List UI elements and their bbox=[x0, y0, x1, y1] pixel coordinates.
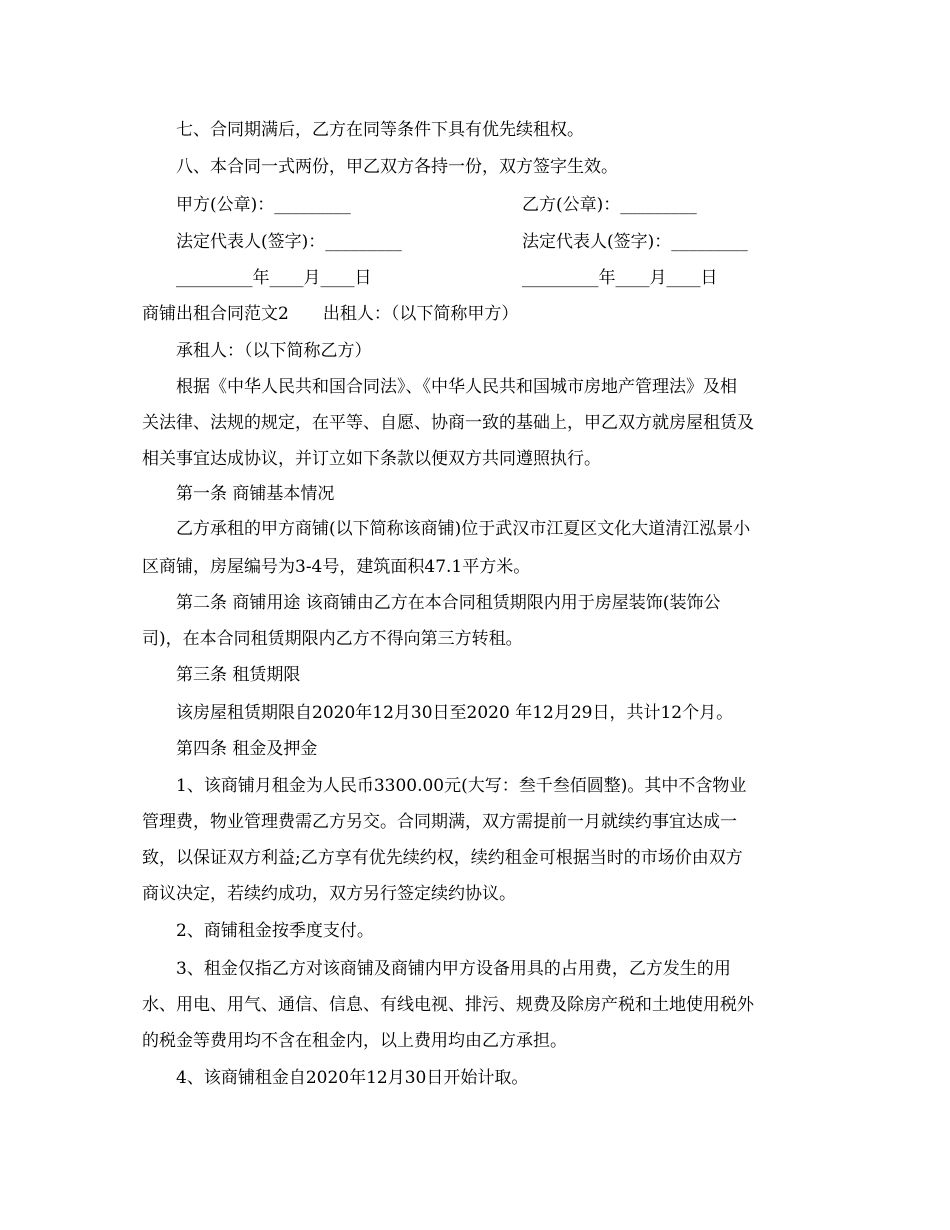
party-a-seal: 甲方(公章)：_________ bbox=[176, 195, 351, 215]
party-b-seal: 乙方(公章)：_________ bbox=[522, 195, 697, 215]
article-4-item-1-line-4: 商议决定，若续约成功，双方另行签定续约协议。 bbox=[142, 884, 516, 904]
party-a-representative: 法定代表人(签字)：_________ bbox=[176, 232, 402, 252]
article-1-line-2: 区商铺，房屋编号为3-4号，建筑面积47.1平方米。 bbox=[142, 557, 531, 577]
article-4-item-3-line-2: 水、用电、用气、通信、信息、有线电视、排污、规费及除房产税和土地使用税外 bbox=[142, 995, 754, 1015]
party-b-date: _________年____月____日 bbox=[522, 268, 718, 288]
clause-8: 八、本合同一式两份，甲乙双方各持一份，双方签字生效。 bbox=[176, 157, 618, 177]
article-4-item-3-line-3: 的税金等费用均不含在租金内，以上费用均由乙方承担。 bbox=[142, 1031, 567, 1051]
article-4-item-1-line-2: 管理费，物业管理费需乙方另交。合同期满，双方需提前一月就续约事宜达成一 bbox=[142, 812, 737, 832]
clause-7: 七、合同期满后，乙方在同等条件下具有优先续租权。 bbox=[176, 120, 584, 140]
article-3-term: 该房屋租赁期限自2020年12月30日至2020 年12月29日，共计12个月。 bbox=[176, 703, 734, 723]
article-4-item-2: 2、商铺租金按季度支付。 bbox=[176, 921, 374, 941]
article-1-line-1: 乙方承租的甲方商铺(以下简称该商铺)位于武汉市江夏区文化大道清江泓景小 bbox=[176, 519, 751, 539]
article-4-item-1-line-3: 致，以保证双方利益;乙方享有优先续约权，续约租金可根据当时的市场价由双方 bbox=[142, 848, 743, 868]
party-b-representative: 法定代表人(签字)：_________ bbox=[522, 232, 748, 252]
contract-2-heading: 商铺出租合同范文2 出租人：（以下简称甲方） bbox=[142, 304, 519, 324]
article-2-line-2: 司)，在本合同租赁期限内乙方不得向第三方转租。 bbox=[142, 629, 523, 649]
article-1-heading: 第一条 商铺基本情况 bbox=[176, 484, 335, 504]
article-4-heading: 第四条 租金及押金 bbox=[176, 739, 318, 759]
article-4-item-3-line-1: 3、租金仅指乙方对该商铺及商铺内甲方设备用具的占用费，乙方发生的用 bbox=[176, 959, 731, 979]
preamble-line-3: 相关事宜达成协议，并订立如下条款以便双方共同遵照执行。 bbox=[142, 449, 601, 469]
article-2-line-1: 第二条 商铺用途 该商铺由乙方在本合同租赁期限内用于房屋装饰(装饰公 bbox=[176, 593, 721, 613]
article-4-item-1-line-1: 1、该商铺月租金为人民币3300.00元(大写：叁千叁佰圆整)。其中不含物业 bbox=[176, 776, 747, 796]
preamble-line-2: 关法律、法规的规定，在平等、自愿、协商一致的基础上，甲乙双方就房屋租赁及 bbox=[142, 413, 754, 433]
article-4-item-4: 4、该商铺租金自2020年12月30日开始计取。 bbox=[176, 1068, 529, 1088]
lessee-line: 承租人：（以下简称乙方） bbox=[176, 341, 372, 361]
preamble-line-1: 根据《中华人民共和国合同法》、《中华人民共和国城市房地产管理法》及相 bbox=[176, 377, 737, 397]
party-a-date: _________年____月____日 bbox=[176, 268, 372, 288]
article-3-heading: 第三条 租赁期限 bbox=[176, 665, 301, 685]
